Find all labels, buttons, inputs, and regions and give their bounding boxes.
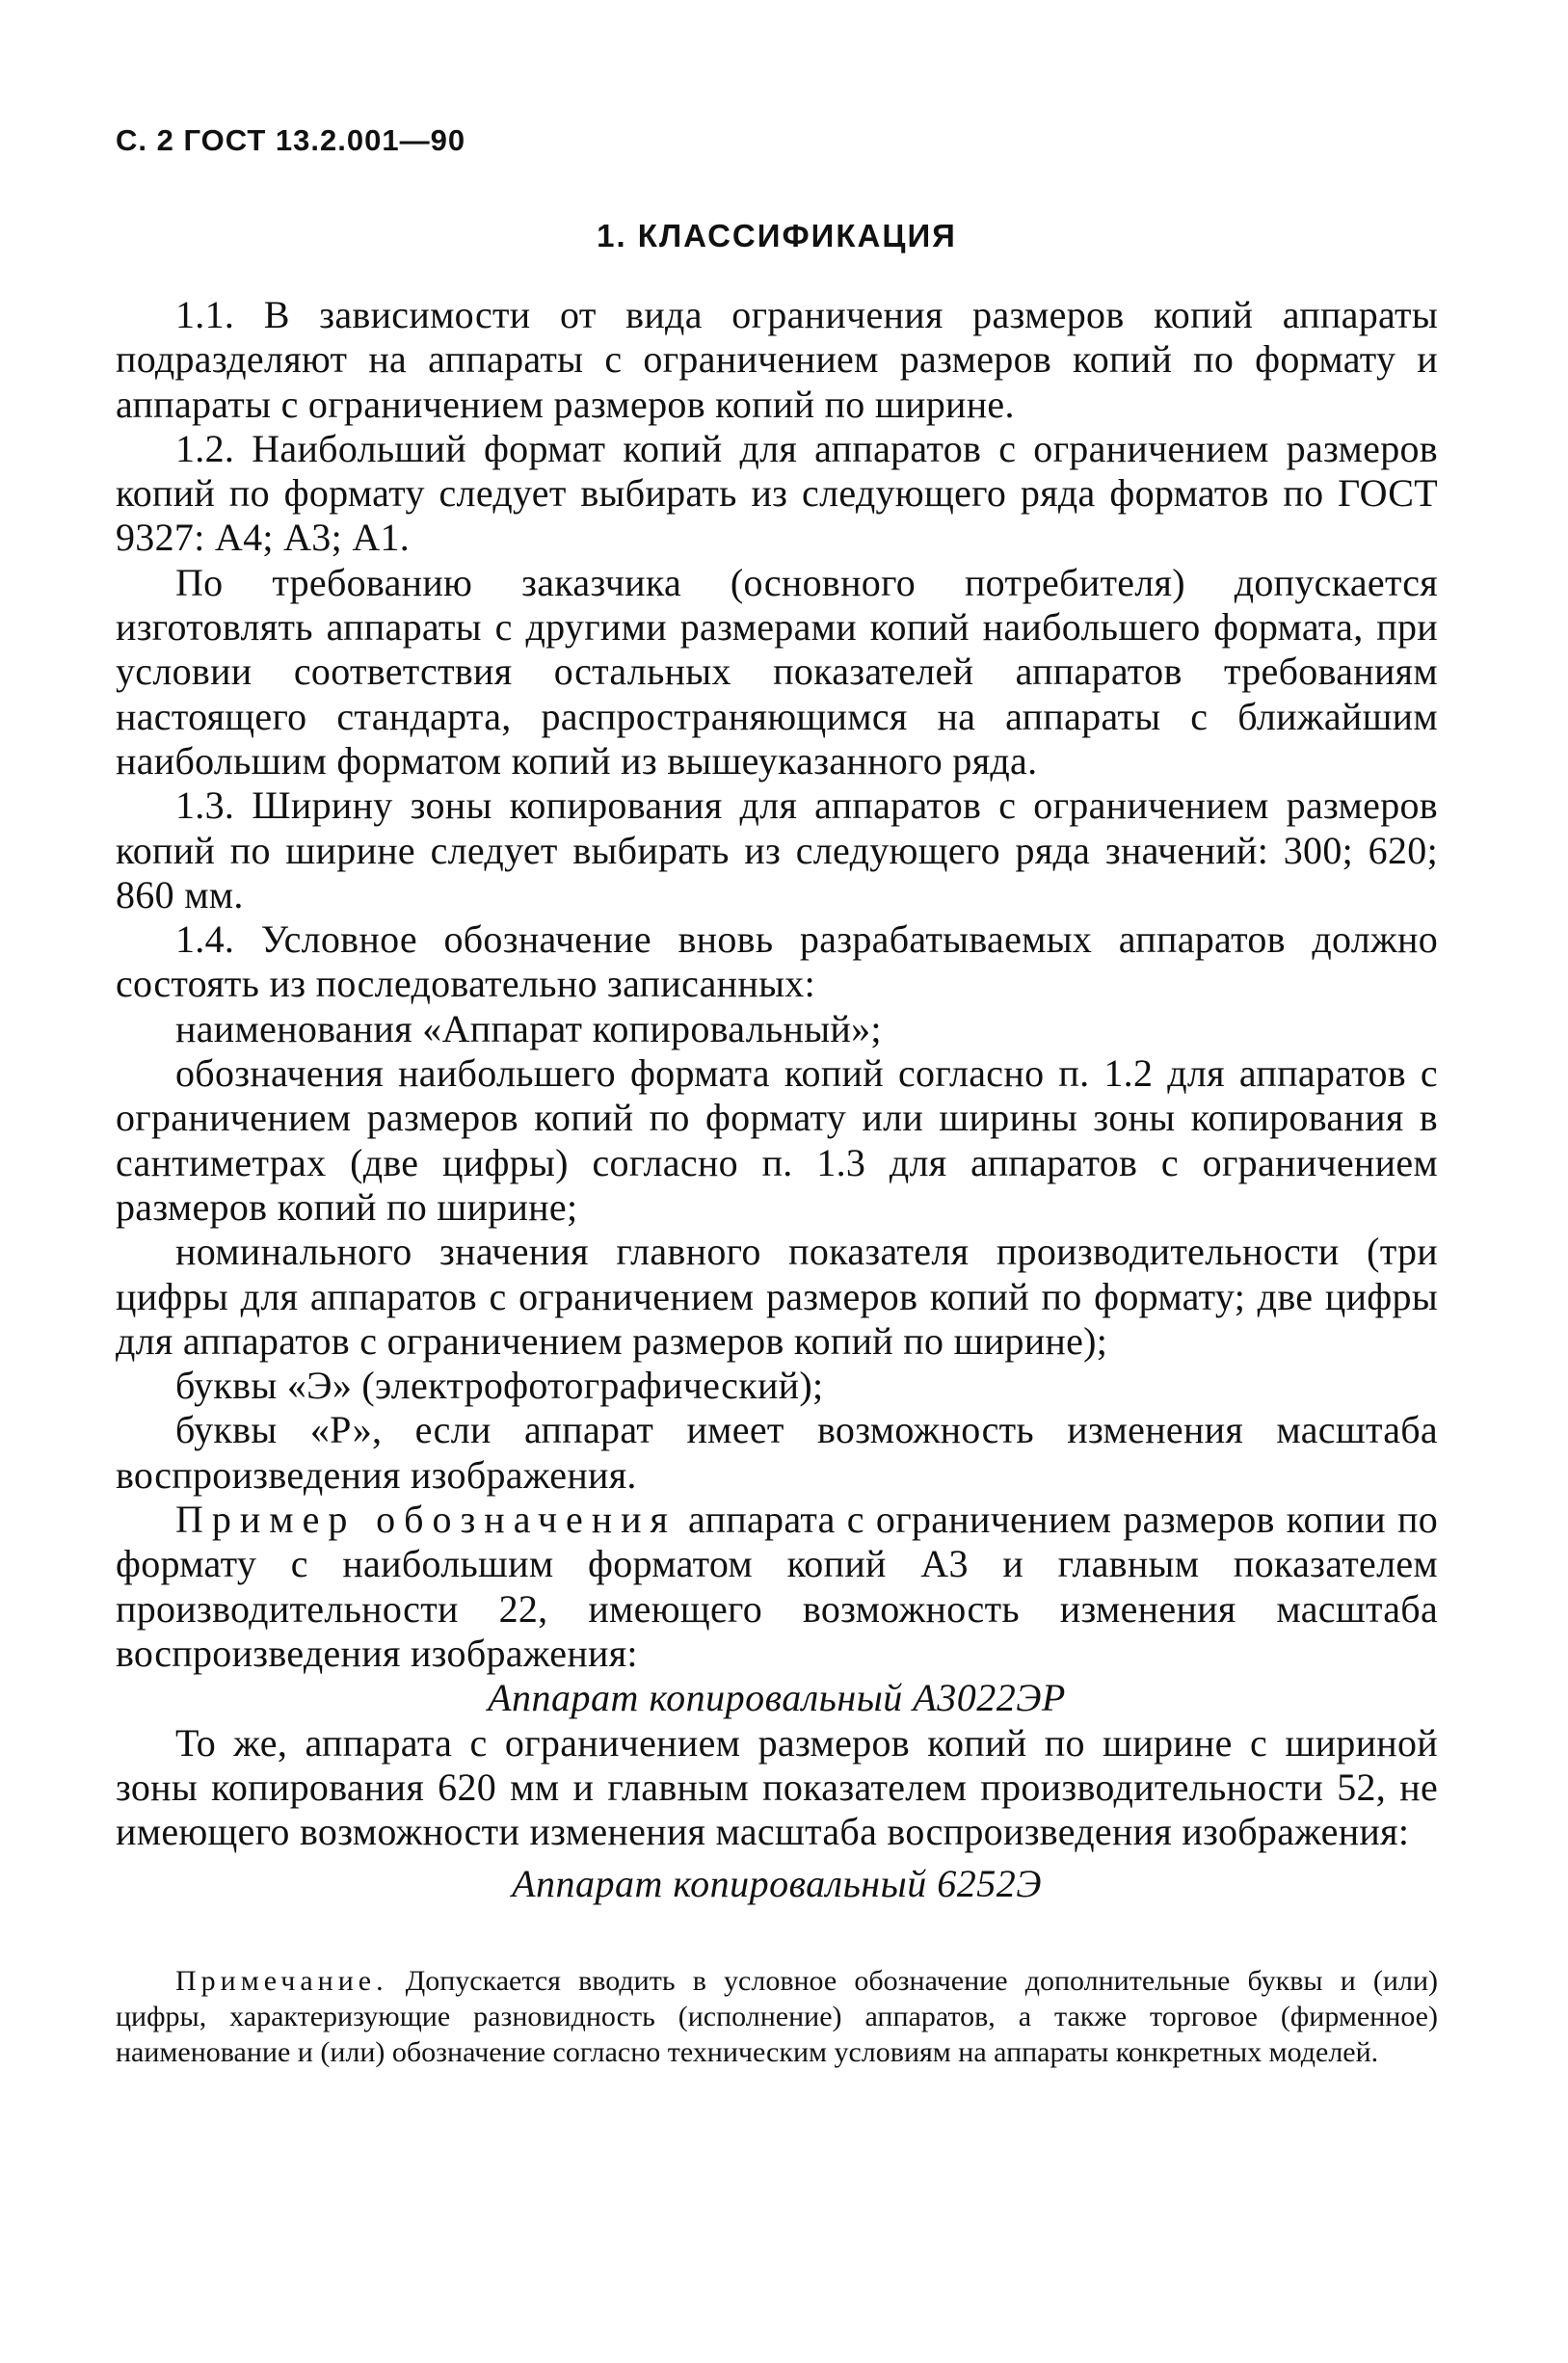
list-item-format: обозначения наибольшего формата копий согласно п. 1.2 для аппаратов с ограничением размеров копий по формату или ширины зоны копирования в сантиметрах (две цифры) согласно п. 1.3 для аппаратов с ограничением размеров копий по ширине;: [116, 1051, 1438, 1229]
note-label: Примечание.: [175, 1964, 388, 1997]
list-item-letter-e: буквы «Э» (электрофотографический);: [175, 1364, 824, 1408]
example-1-text: аппарата с ограничением размеров копии по формату с наибольшим форматом копий А3 и главным показателем производительности 22, имеющего возможность изменения масштаба воспроизведения изображения:: [116, 1498, 1439, 1675]
paragraph-1-1: 1.1. В зависимости от вида ограничения размеров копий аппараты подразделяют на аппараты с ограничением размеров копий по формату и аппараты с ограничением размеров копий по ширине.: [116, 293, 1438, 426]
list-item-productivity: номинального значения главного показателя производительности (три цифры для аппаратов с ограничением размеров копий по формату; две цифры для аппаратов с ограничением размеров копий по ширине);: [116, 1230, 1438, 1363]
paragraph-1-2: 1.2. Наибольший формат копий для аппаратов с ограничением размеров копий по формату следует выбирать из следующего ряда форматов по ГОСТ 9327: А4; А3; А1.: [116, 426, 1438, 560]
list-item-letter-r: буквы «Р», если аппарат имеет возможность изменения масштаба воспроизведения изображения.: [116, 1408, 1438, 1497]
paragraph-1-2-continuation: По требованию заказчика (основного потребителя) допускается изготовлять аппараты с другими размерами копий наибольшего формата, при условии соответствия остальных показателей аппаратов требованиям настоящего стандарта, распространяющимся на аппараты с ближайшим наибольшим форматом копий из вышеуказанного ряда.: [116, 560, 1438, 783]
example-label: Пример обозначения: [175, 1498, 677, 1542]
list-item-name: наименования «Аппарат копировальный»;: [175, 1006, 882, 1050]
page-header: С. 2 ГОСТ 13.2.001—90: [116, 123, 466, 157]
note-text: Допускается вводить в условное обозначение дополнительные буквы и (или) цифры, характеризующие разновидность (исполнение) аппаратов, а также торговое (фирменное) наименование и (или) обозначение согласно техническим условиям на аппараты конкретных моделей.: [116, 1964, 1438, 2068]
section-title: 1. КЛАССИФИКАЦИЯ: [597, 218, 957, 253]
example-paragraph-1: [116, 1498, 1438, 1676]
paragraph-1-4: 1.4. Условное обозначение вновь разрабатываемых аппаратов должно состоять из последовательно записанных:: [116, 917, 1438, 1006]
paragraph-1-3: 1.3. Ширину зоны копирования для аппаратов с ограничением размеров копий по ширине следует выбирать из следующего ряда значений: 300; 620; 860 мм.: [116, 783, 1438, 916]
note-paragraph: [116, 1963, 1438, 2070]
example-1-designation: Аппарат копировальный А3022ЭР: [488, 1676, 1066, 1720]
example-paragraph-2: То же, аппарата с ограничением размеров копий по ширине с шириной зоны копирования 620 мм и главным показателем производительности 52, не имеющего возможности изменения масштаба воспроизведения изображения:: [116, 1720, 1438, 1854]
document-page: [116, 123, 1438, 2099]
example-2-designation: Аппарат копировальный 6252Э: [512, 1862, 1042, 1906]
